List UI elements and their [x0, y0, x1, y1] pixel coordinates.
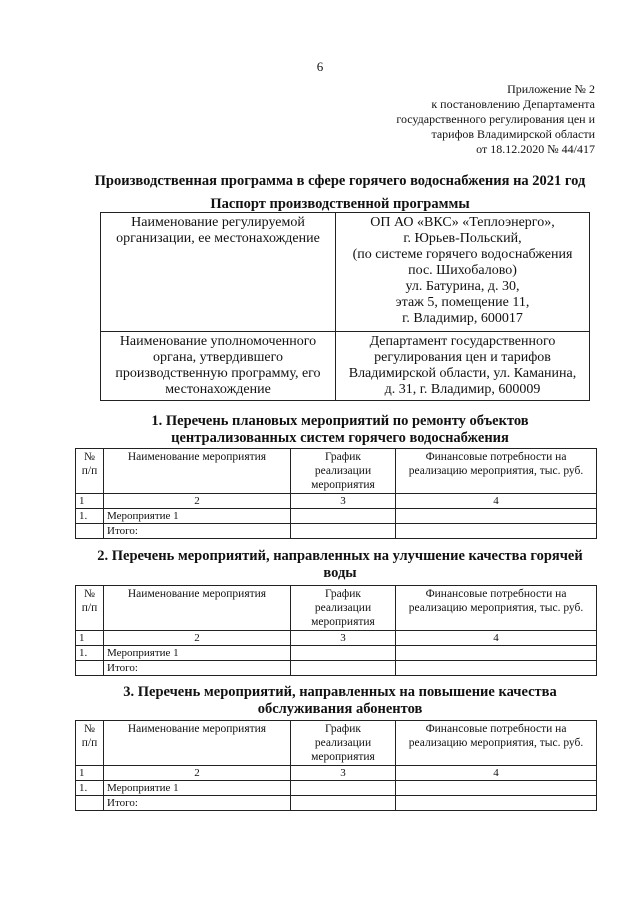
- row-name: Итого:: [104, 661, 291, 676]
- table-row: [76, 781, 597, 796]
- header-finance: [396, 721, 597, 766]
- text-line: воды: [323, 565, 357, 581]
- text-line: реализацию мероприятия, тыс. руб.: [408, 602, 584, 614]
- row-name: Мероприятие 1: [104, 646, 291, 661]
- text-line: регулирования цен и тарифов: [374, 350, 551, 365]
- text-line: реализацию мероприятия, тыс. руб.: [408, 465, 584, 477]
- passport-value: [336, 213, 590, 332]
- table-total-row: [76, 796, 597, 811]
- table-index-row: [76, 766, 597, 781]
- row-num: [76, 524, 104, 539]
- table-index-row: [76, 631, 597, 646]
- header-schedule: [291, 449, 396, 494]
- document-title: Производственная программа в сфере горячего водоснабжения на 2021 год: [94, 173, 586, 189]
- text-line: Владимирской области, ул. Каманина,: [348, 366, 577, 381]
- text-line: №: [84, 723, 95, 735]
- text-line: п/п: [81, 465, 98, 477]
- text-line: реализации: [314, 737, 372, 749]
- table-header-row: [76, 449, 597, 494]
- table-row: [76, 509, 597, 524]
- text-line: 2. Перечень мероприятий, направленных на улучшение качества горячей: [97, 548, 583, 564]
- text-line: График: [325, 451, 361, 463]
- index-cell: 3: [291, 494, 396, 509]
- passport-value: [336, 332, 590, 401]
- text-line: Финансовые потребности на: [425, 723, 567, 735]
- header-num: [76, 449, 104, 494]
- text-line: реализации: [314, 602, 372, 614]
- row-schedule: [291, 646, 396, 661]
- index-cell: 2: [104, 631, 291, 646]
- header-num: [76, 721, 104, 766]
- index-cell: 1: [76, 631, 104, 646]
- section-title: [70, 684, 610, 718]
- appendix-line: Приложение № 2: [507, 82, 595, 96]
- text-line: производственную программу, его: [115, 366, 321, 381]
- appendix-line: от 18.12.2020 № 44/417: [476, 142, 595, 156]
- text-line: График: [325, 588, 361, 600]
- measures-table: [75, 448, 597, 539]
- page-number: 6: [316, 59, 324, 74]
- text-line: реализацию мероприятия, тыс. руб.: [408, 737, 584, 749]
- passport-label: [101, 332, 336, 401]
- header-schedule: [291, 586, 396, 631]
- row-schedule: [291, 781, 396, 796]
- text-line: п/п: [81, 737, 98, 749]
- text-line: мероприятия: [311, 751, 375, 763]
- row-finance: [396, 509, 597, 524]
- index-cell: 4: [396, 494, 597, 509]
- index-cell: 1: [76, 766, 104, 781]
- text-line: №: [84, 451, 95, 463]
- passport-table: [100, 212, 590, 401]
- text-line: мероприятия: [311, 616, 375, 628]
- table-index-row: [76, 494, 597, 509]
- text-line: г. Юрьев-Польский,: [403, 231, 522, 246]
- passport-label: [101, 213, 336, 332]
- text-line: обслуживания абонентов: [257, 701, 423, 717]
- text-line: №: [84, 588, 95, 600]
- row-finance: [396, 796, 597, 811]
- text-line: 3. Перечень мероприятий, направленных на повышение качества: [123, 684, 557, 700]
- index-cell: 2: [104, 494, 291, 509]
- row-finance: [396, 661, 597, 676]
- text-line: Финансовые потребности на: [425, 588, 567, 600]
- passport-title: Паспорт производственной программы: [210, 196, 470, 212]
- section-title: [70, 413, 610, 447]
- row-num: 1.: [76, 781, 104, 796]
- appendix-line: тарифов Владимирской области: [431, 127, 595, 141]
- text-line: ул. Батурина, д. 30,: [405, 279, 520, 294]
- text-line: мероприятия: [311, 479, 375, 491]
- row-schedule: [291, 661, 396, 676]
- row-finance: [396, 781, 597, 796]
- header-name: Наименование мероприятия: [104, 721, 291, 766]
- header-finance: [396, 449, 597, 494]
- text-line: Наименование уполномоченного: [119, 334, 317, 349]
- table-row: [76, 646, 597, 661]
- index-cell: 4: [396, 766, 597, 781]
- row-name: Итого:: [104, 524, 291, 539]
- text-line: График: [325, 723, 361, 735]
- text-line: г. Владимир, 600017: [402, 311, 523, 326]
- row-name: Мероприятие 1: [104, 509, 291, 524]
- text-line: 1. Перечень плановых мероприятий по ремонту объектов: [151, 413, 529, 429]
- row-num: 1.: [76, 509, 104, 524]
- row-num: 1.: [76, 646, 104, 661]
- table-total-row: [76, 661, 597, 676]
- text-line: п/п: [81, 602, 98, 614]
- table-total-row: [76, 524, 597, 539]
- row-num: [76, 796, 104, 811]
- row-name: Мероприятие 1: [104, 781, 291, 796]
- table-header-row: [76, 721, 597, 766]
- text-line: централизованных систем горячего водоснабжения: [171, 430, 509, 446]
- row-num: [76, 661, 104, 676]
- measures-table: [75, 720, 597, 811]
- row-schedule: [291, 509, 396, 524]
- index-cell: 2: [104, 766, 291, 781]
- text-line: Наименование регулируемой: [131, 215, 305, 230]
- row-name: Итого:: [104, 796, 291, 811]
- appendix-line: к постановлению Департамента: [431, 97, 595, 111]
- header-finance: [396, 586, 597, 631]
- text-line: Департамент государственного: [369, 334, 556, 349]
- index-cell: 3: [291, 631, 396, 646]
- text-line: органа, утвердившего: [153, 350, 283, 365]
- header-num: [76, 586, 104, 631]
- text-line: реализации: [314, 465, 372, 477]
- text-line: ОП АО «ВКС» «Теплоэнерго»,: [370, 215, 555, 230]
- text-line: организации, ее местонахождение: [116, 231, 320, 246]
- index-cell: 1: [76, 494, 104, 509]
- text-line: (по системе горячего водоснабжения: [352, 247, 573, 262]
- passport-row: [101, 213, 590, 332]
- section-title: [70, 548, 610, 582]
- row-finance: [396, 646, 597, 661]
- header-name: Наименование мероприятия: [104, 449, 291, 494]
- appendix-block: [385, 82, 595, 157]
- table-header-row: [76, 586, 597, 631]
- row-finance: [396, 524, 597, 539]
- measures-table: [75, 585, 597, 676]
- text-line: местонахождение: [165, 382, 271, 397]
- text-line: Финансовые потребности на: [425, 451, 567, 463]
- header-name: Наименование мероприятия: [104, 586, 291, 631]
- header-schedule: [291, 721, 396, 766]
- text-line: пос. Шихобалово): [408, 263, 517, 278]
- appendix-line: государственного регулирования цен и: [396, 112, 595, 126]
- text-line: этаж 5, помещение 11,: [395, 295, 530, 310]
- row-schedule: [291, 796, 396, 811]
- index-cell: 4: [396, 631, 597, 646]
- text-line: д. 31, г. Владимир, 600009: [384, 382, 541, 397]
- passport-row: [101, 332, 590, 401]
- index-cell: 3: [291, 766, 396, 781]
- row-schedule: [291, 524, 396, 539]
